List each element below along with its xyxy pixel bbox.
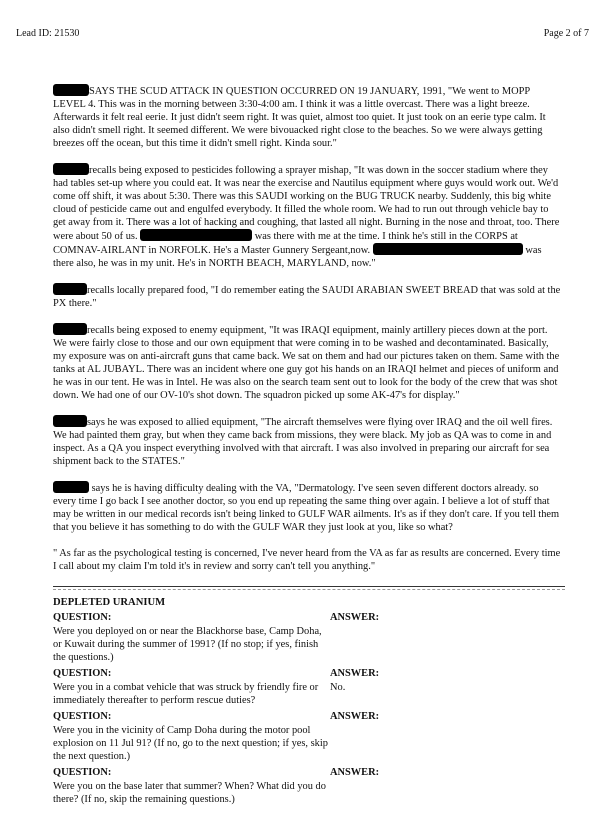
redaction <box>53 323 87 335</box>
paragraph-food <box>53 283 563 310</box>
paragraph-psych: " As far as the psychological testing is concerned, I've never heard from the VA as far as results are concerned. Every time I call about my claim I'm told it's in review and sorry can't tell you anything." <box>53 548 561 572</box>
lead-id: Lead ID: 21530 <box>16 28 80 39</box>
redaction <box>53 283 87 295</box>
paragraph-enemy-equipment <box>53 323 563 402</box>
paragraph-pesticides <box>53 163 563 270</box>
paragraph-text: recalls locally prepared food, "I do remember eating the SAUDI ARABIAN SWEET BREAD that was sold at the PX there." <box>53 285 561 309</box>
paragraph-va <box>53 481 563 534</box>
divider <box>53 589 565 590</box>
section-title: DEPLETED URANIUM <box>53 597 166 608</box>
document-body <box>53 84 563 573</box>
paragraph-allied-equipment <box>53 415 563 468</box>
paragraph-text: SAYS THE SCUD ATTACK IN QUESTION OCCURRED ON 19 JANUARY, 1991, "We went to MOPP LEVEL 4. This was in the morning between 3:30-4:00 am. I think it was a little overcast. There was a light breeze. Afterwards it felt real eerie. It just didn't seem right. It was quiet, almost too quiet. It just took on an eerie type calm. It also didn't smell right. It seemed different. We were bivouacked right close to the beaches. So we were always getting breezes off the ocean, but this time it didn't smell right. Kinda sour." <box>53 86 546 149</box>
paragraph-text: was there with me at the time. I think he's still in the CORPS at COMNAV-AIRLANT in NORFOLK. He's a Master Gunnery Sergeant,now. <box>53 231 518 256</box>
redaction <box>53 481 89 493</box>
redaction <box>53 84 89 96</box>
qa-row <box>53 710 565 763</box>
question-label: QUESTION: <box>53 711 112 722</box>
question-label: QUESTION: <box>53 767 112 778</box>
page-number: Page 2 of 7 <box>543 28 589 39</box>
answer-label: ANSWER: <box>330 612 380 623</box>
question-text: Were you in the vicinity of Camp Doha during the motor pool explosion on 11 Jul 91? (If no, go to the next question; if yes, skip the next question.) <box>53 725 328 762</box>
redaction <box>53 415 87 427</box>
question-text: Were you deployed on or near the Blackhorse base, Camp Doha, or Kuwait during the summer of 1991? (If no stop; if yes, finish the questions.) <box>53 626 322 663</box>
answer-label: ANSWER: <box>330 668 380 679</box>
qa-row <box>53 611 565 664</box>
paragraph-text: was there also, he was in my unit. He's in NORTH BEACH, MARYLAND, now." <box>53 245 542 269</box>
qa-row <box>53 766 565 806</box>
divider <box>53 586 565 587</box>
paragraph-text: recalls being exposed to pesticides following a sprayer mishap, "It was down in the soccer stadium where they had tables set-up where you could eat. It was near the exercise and Nautilus equipment where guys would work out. We'd come off shift, it was about 5:30. There was this SAUDI working on the BUG TRUCK nearby. Suddenly, this big white cloud of pesticide came out and engulfed everybody. It filled the whole room. We had to run out through vehicle bay to get away from it. There was a lot of hacking and coughing, that lasted all night. Burning in the nose and throat, too. There were about 50 of us. <box>53 165 560 242</box>
redaction <box>140 229 252 241</box>
redaction <box>53 163 89 175</box>
answer-text: No. <box>330 682 346 693</box>
paragraph-text: recalls being exposed to enemy equipment, "It was IRAQI equipment, mainly artillery pieces down at the port. We were fairly close to those and our own equipment that were coming in to be washed and decontaminated. Basically, my exposure was on anti-aircraft guns that came back. We sat on them and had our pictures taken on them. Same with the tanks at AL JUBAYL. There was an incident where one guy got his hands on an IRAQI helmet and pieces of uniform and he was in our tent. He was in Intel. He was also on the search team sent out to look for the body of the crew that was shot down. We had one of our OV-10's shot down. The squadron picked up some AK-47's for display." <box>53 325 560 401</box>
depleted-uranium-section <box>53 596 565 806</box>
question-label: QUESTION: <box>53 668 112 679</box>
question-label: QUESTION: <box>53 612 112 623</box>
answer-label: ANSWER: <box>330 767 380 778</box>
paragraph-scud <box>53 84 563 150</box>
redaction <box>373 243 523 255</box>
paragraph-text: says he is having difficulty dealing with the VA, "Dermatology. I've seen seven different doctors already. so every time I go back I see another doctor, so you end up repeating the same thing over again. I believe a lot of stuff that may be written in our medical records isn't being linked to GULF WAR ailments. It's as if they don't care. If you tell them that you believe it has something to do with the GULF WAR they just look at you, like so what? <box>53 483 560 533</box>
answer-label: ANSWER: <box>330 711 380 722</box>
question-text: Were you in a combat vehicle that was struck by friendly fire or immediately thereafter to perform rescue duties? <box>53 682 319 706</box>
question-text: Were you on the base later that summer? When? What did you do there? (If no, skip the remaining questions.) <box>53 781 326 805</box>
paragraph-text: says he was exposed to allied equipment, "The aircraft themselves were flying over IRAQ and the oil well fires. We had painted them gray, but when they came back from missions, they were black. My job as QA was to come in and inspect. As a QA you inspect everything involved with that aircraft. I was also involved in preparing our aircraft for sea shipment back to the STATES." <box>53 417 553 467</box>
qa-row <box>53 667 565 707</box>
page-content <box>53 0 563 819</box>
